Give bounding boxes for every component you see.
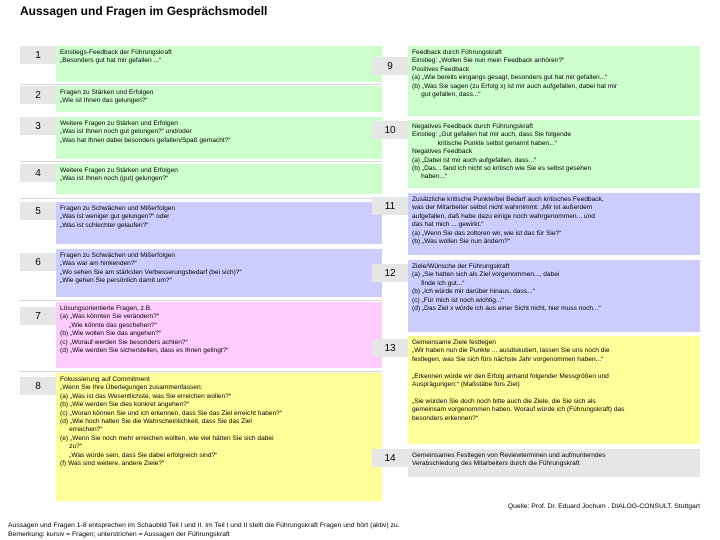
step-box-6: Fragen zu Schwächen und Mißerfolgen „Was war am hinkenden?“ „Wo sehen Sie am stärksten Verbesserungsbedarf (bei sich)?“ „Wie gehen Sie persönlich damit um?“: [56, 249, 382, 297]
step-box-4: Weitere Fragen zu Stärken und Erfolgen „Was ist Ihnen noch (gut) gelungen?“: [56, 164, 382, 194]
step-number-13: 13: [372, 339, 408, 357]
step-number-5: 5: [20, 202, 56, 220]
step-number-1: 1: [20, 46, 56, 64]
step-number-9: 9: [372, 57, 408, 75]
step-box-2: Fragen zu Stärken und Erfolgen „Wie ist Ihnen das gelungen?“: [56, 86, 382, 112]
divider: [20, 84, 382, 85]
step-box-9: Feedback durch Führungskraft Einstieg: „Wollen Sie nun mein Feedback anhören?“ Positives Feedback (a) „Wie bereits eingangs gesagt, besonders gut hat mir gefallen...“ (b) „Was Sie sagen (zu Erfolg x) ist mir auch aufgefallen, dabei hat mir gut gefallen, dass...“: [408, 46, 700, 116]
step-number-3: 3: [20, 117, 56, 135]
step-box-13: Gemeinsame Ziele festlegen „Wir haben nun die Punkte ... ausdiskutiert, lassen Sie uns noch die festlegen, was Sie sich fürs nächste Jahr vorgenommen haben...“ „Erkennen würde wir den Erfolg anhand folgender Messgrößen und Ausprägungen:“ (Maßstäbe fürs Ziel) „Sie würden Sie doch noch bitte auch die Ziele, die Sie sich als gemeinsam vorgenommen haben. Worauf würde ich (Führungskraft) das besonders erkennen?“: [408, 336, 700, 444]
step-number-10: 10: [372, 121, 408, 139]
step-number-2: 2: [20, 86, 56, 104]
divider: [20, 371, 382, 372]
step-box-1: Einstiegs-Feedback der Führungskraft „Besonders gut hat mir gefallen ...“: [56, 46, 382, 82]
divider: [20, 161, 382, 162]
step-box-11: Zusätzliche kritische Punkte/bei Bedarf auch kritisches Feedback, was der Mitarbeiter selbst nicht wahrnimmt: „Mir ist außerdem aufgefallen, daß habe dazu einige noch wahrgenommen... und das hat mich ... gewirkt.“ (a) „Wenn Sie das zoltoren wir, wie ist das für Sie?“ (b) „Was wollen Sie nun ändern?“: [408, 193, 700, 255]
step-number-12: 12: [372, 264, 408, 282]
source-citation: Quelle: Prof. Dr. Eduard Jochum . DIALOG-CONSULT. Stuttgart: [507, 503, 700, 510]
step-number-6: 6: [20, 253, 56, 271]
step-number-8: 8: [20, 377, 56, 395]
divider: [20, 300, 382, 301]
footnote: Aussagen und Fragen 1-8 entsprechen im Schaubild Teil I und II. Im Teil I und II stellt die Führungskraft Fragen und hört (aktiv) zu. Bemerkung: kursiv = Fragen; unterstrichen = Aussagen der Führungskraft: [8, 522, 400, 538]
step-box-10: Negatives Feedback durch Führungskraft Einstieg: „Gut gefallen hat mir auch, dass Sie folgende kritische Punkte selbst genannt haben...“ Negatives Feedback (a) „Dabei ist mir auch aufgefallen, dass...“ (b) „Das... fand ich nicht so kritisch wie Sie es selbst gesehen haben...“: [408, 120, 700, 188]
step-box-7: Lösungsorientierte Fragen, z.B. (a) „Was könnten Sie verändern?“ „Wie könnte das geschehen?“ (b) „Wie wollen Sie das angehen?“ (c) „Worauf werden Sie besonders achten?“ (d) „Wie werden Sie sicherstellen, dass es Ihnen gelingt?“: [56, 302, 382, 368]
step-box-14: Gemeinsames Festlegen von Reviewterminen und aufmunterndes Verabschiedung des Mitarbeiters durch die Führungskraft: [408, 449, 700, 477]
step-number-7: 7: [20, 307, 56, 325]
step-box-8: Fokussierung auf Commitment „Wenn Sie Ihre Überlegungen zusammenfassen: (a) „Was ist das Wesentlichste, was Sie erreichen wollen?“ (b) „Wie werden Sie dies konkret angehen?“ (c) „Woran können Sie und ich erkennen, dass Sie das Ziel erreicht haben?“ (d) „Wie hoch halten Sie die Wahrscheinlichkeit, dass Sie das Ziel erreichen?“ (e) „Wenn Sie noch mehr erreichen wollten, wie viel hätten Sie sich dabei zu?“ „Was würde sein, dass Sie dabei erfolgreich sind?“ (f) Was sind weitere, andere Ziele?“: [56, 373, 382, 501]
step-box-5: Fragen zu Schwächen und Mißerfolgen „Was ist weniger gut gelungen?“ oder „Was ist schlechter gelaufen?“: [56, 202, 382, 244]
step-number-14: 14: [372, 449, 408, 467]
step-box-3: Weitere Fragen zu Stärken und Erfolgen „Was ist Ihnen noch gut gelungen?“ und/oder „Was hat Ihnen dabei besonders gefallen/Spaß gemacht?“: [56, 117, 382, 159]
step-number-11: 11: [372, 197, 408, 215]
step-box-12: Ziele/Wünsche der Führungskraft (a) „Sie hatten sich als Ziel vorgenommen..., dabei finde ich gut...“ (b) „Ich würde mir darüber hinaus, dass...“ (c) „Für mich ist noch wichtig...“ (d) „Das Ziel x würde ich aus einer Sicht nicht, hier muss noch...“: [408, 260, 700, 332]
step-number-4: 4: [20, 164, 56, 182]
divider: [20, 198, 382, 199]
page-title: Aussagen und Fragen im Gesprächsmodell: [20, 4, 268, 18]
